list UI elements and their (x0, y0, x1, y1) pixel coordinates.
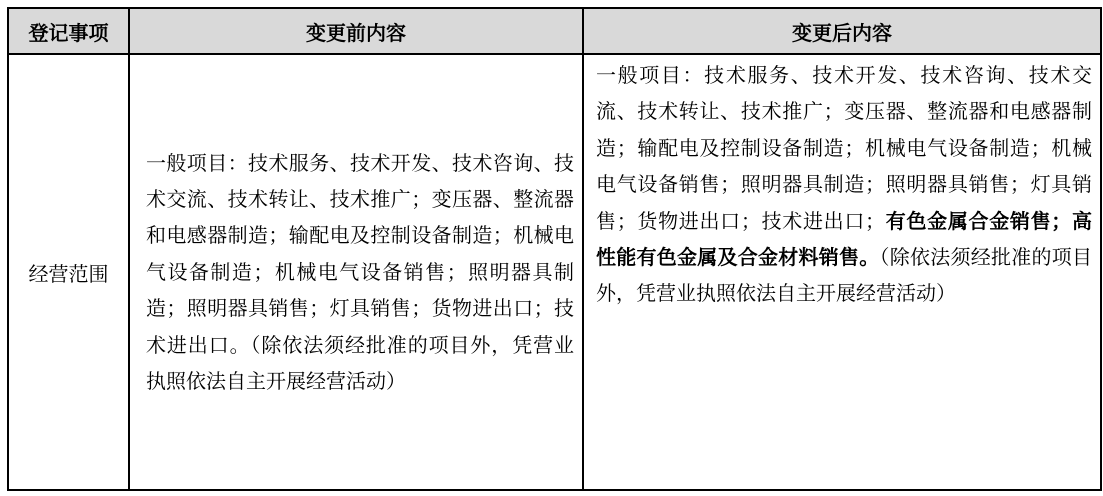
after-content-part1: 一般项目：技术服务、技术开发、技术咨询、技术交流、技术转让、技术推广；变压器、整流器和电感器制造；输配电及控制设备制造；机械电气设备制造；机械电气设备销售；照明器具制造；照明器具销售；灯具销售；货物进出口；技术进出口； (596, 63, 1092, 233)
header-after: 变更后内容 (583, 8, 1101, 54)
before-content-text: 一般项目：技术服务、技术开发、技术咨询、技术交流、技术转让、技术推广；变压器、整流器和电感器制造；输配电及控制设备制造；机械电气设备制造；机械电气设备销售；照明器具制造；照明器具销售；灯具销售；货物进出口；技术进出口。（除依法须经批准的项目外，凭营业执照依法自主开展经营活动） (146, 150, 574, 394)
header-row (8, 8, 1101, 54)
before-content-cell (129, 54, 583, 490)
registration-change-table-frame (7, 7, 1100, 491)
registration-change-table (7, 7, 1102, 491)
table-row (8, 54, 1101, 490)
after-content-part2: （除依法须经批准的项目外，凭营业执照依法自主开展经营活动） (596, 245, 1092, 306)
header-before: 变更前内容 (129, 8, 583, 54)
row-item-label: 经营范围 (8, 54, 129, 490)
after-content-text (596, 57, 1092, 312)
after-content-added-bold: 有色金属合金销售；高性能有色金属及合金材料销售。 (596, 208, 1093, 270)
after-content-cell (583, 54, 1101, 490)
header-item: 登记事项 (8, 8, 129, 54)
